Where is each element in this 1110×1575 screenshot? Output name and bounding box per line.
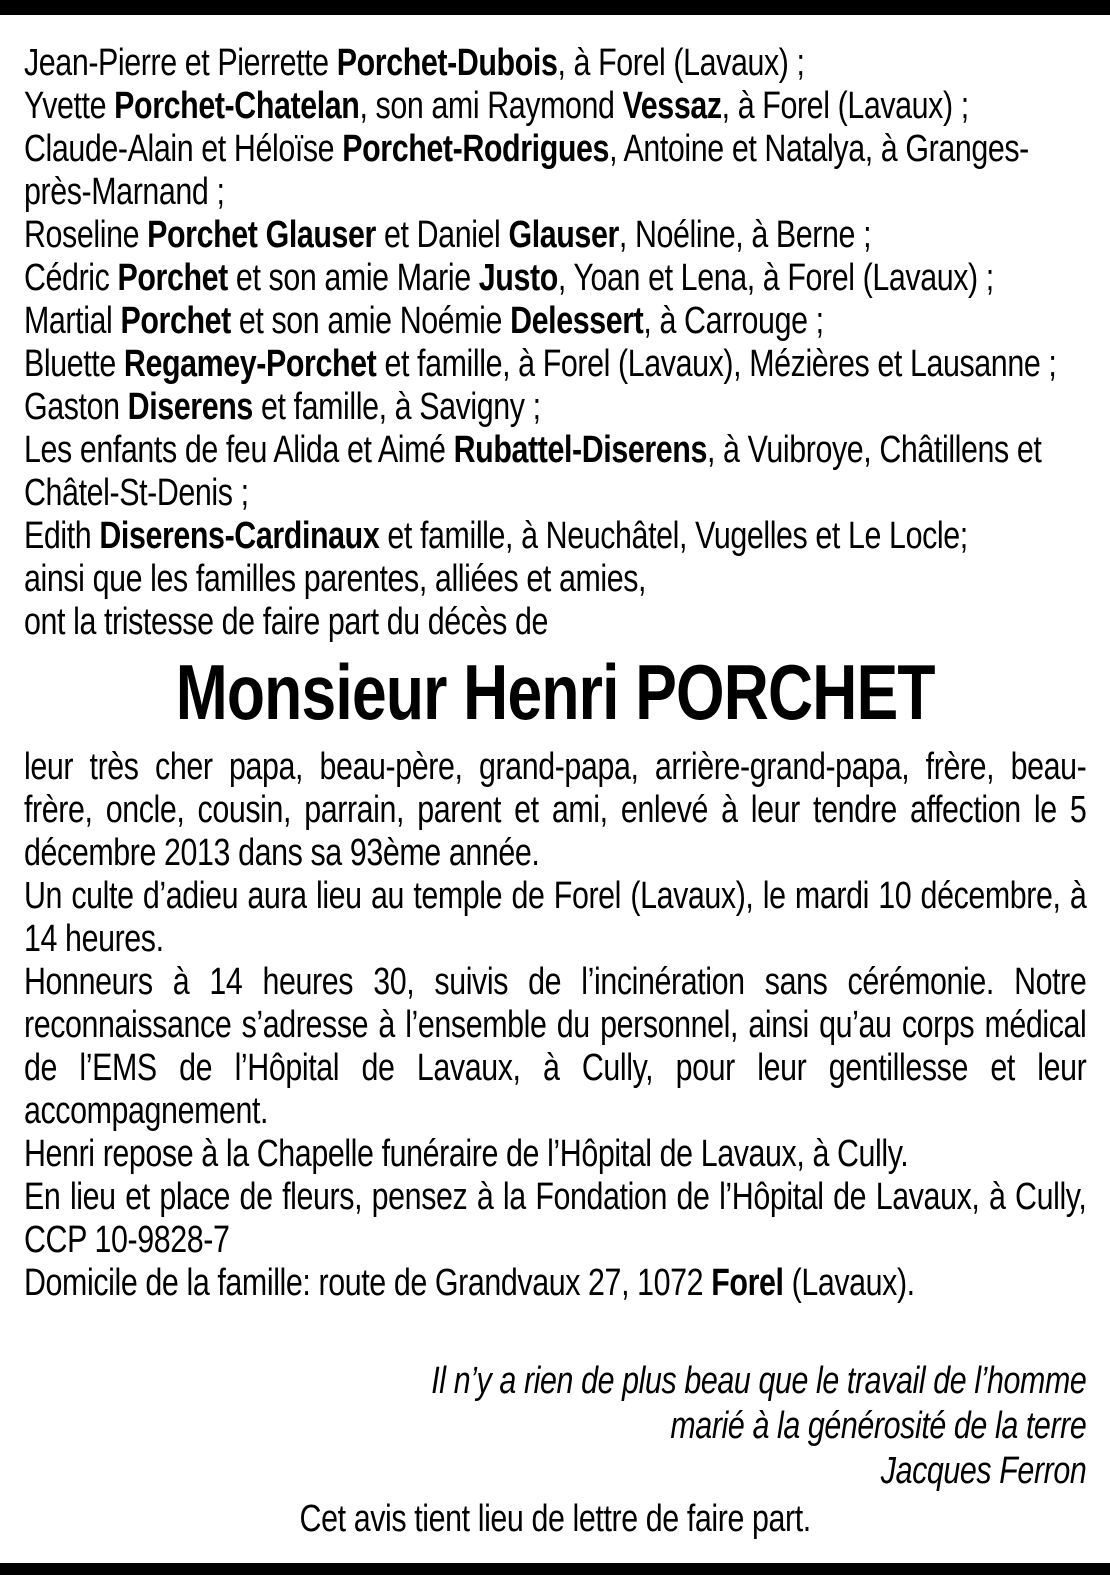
text-segment: , à Carrouge ; bbox=[643, 300, 824, 342]
text-segment: Jean-Pierre et Pierrette bbox=[24, 42, 337, 84]
text-segment: et famille, à Savigny ; bbox=[252, 386, 541, 428]
text-segment: Un culte d’adieu aura lieu au temple de Forel (Lavaux), le mardi 10 décembre, à 14 heures. bbox=[24, 875, 1087, 960]
family-line bbox=[24, 214, 1086, 257]
text-segment: , Yoan et Lena, à Forel (Lavaux) ; bbox=[557, 257, 994, 299]
text-segment: Les enfants de feu Alida et Aimé bbox=[24, 429, 454, 471]
family-list bbox=[24, 42, 1086, 644]
bold-name: Justo bbox=[478, 257, 558, 299]
text-segment: , Antoine et Natalya, à Granges-près-Marnand ; bbox=[24, 128, 1029, 213]
family-line bbox=[24, 558, 1086, 601]
bold-name: Porchet bbox=[120, 300, 231, 342]
family-line bbox=[24, 429, 1086, 515]
family-line bbox=[24, 42, 1086, 85]
announcement-paragraphs bbox=[24, 746, 1086, 1305]
text-segment: Henri repose à la Chapelle funéraire de l’Hôpital de Lavaux, à Cully. bbox=[24, 1133, 909, 1175]
text-segment: Honneurs à 14 heures 30, suivis de l’incinération sans cérémonie. Notre reconnaissance s’adresse à l’ensemble du personnel, ainsi qu’au corps médical de l’EMS de l’Hôpital de Lavaux, à Cully, pour leur gentillesse et leur accompagnement. bbox=[24, 961, 1087, 1132]
family-line bbox=[24, 343, 1086, 386]
family-line bbox=[24, 300, 1086, 343]
text-segment: , à Forel (Lavaux) ; bbox=[557, 42, 805, 84]
quote-block bbox=[24, 1359, 1086, 1494]
notice-paragraph bbox=[24, 746, 1086, 875]
bold-name: Rubattel-Diserens bbox=[453, 429, 707, 471]
family-line bbox=[24, 257, 1086, 300]
bold-name: Delessert bbox=[510, 300, 644, 342]
family-line bbox=[24, 515, 1086, 558]
text-segment: Edith bbox=[24, 515, 100, 557]
bold-name: Glauser bbox=[508, 214, 619, 256]
text-segment: et son amie Marie bbox=[227, 257, 479, 299]
text-segment: Martial bbox=[24, 300, 121, 342]
bold-name: Porchet Glauser bbox=[147, 214, 376, 256]
text-segment: ainsi que les familles parentes, alliées et amies, bbox=[24, 558, 647, 600]
text-segment: , Noéline, à Berne ; bbox=[618, 214, 872, 256]
bold-name: Regamey-Porchet bbox=[123, 343, 377, 385]
notice-paragraph bbox=[24, 1133, 1086, 1176]
text-segment: , à Forel (Lavaux) ; bbox=[721, 85, 969, 127]
bottom-border-bar bbox=[0, 1563, 1110, 1575]
bold-name: Porchet-Dubois bbox=[336, 42, 558, 84]
text-segment: Roseline bbox=[24, 214, 148, 256]
text-segment: Cédric bbox=[24, 257, 118, 299]
text-segment: et famille, à Forel (Lavaux), Mézières et Lausanne ; bbox=[376, 343, 1057, 385]
bold-name: Diserens bbox=[127, 386, 253, 428]
text-segment: Yvette bbox=[24, 85, 115, 127]
text-segment: Bluette bbox=[24, 343, 124, 385]
text-segment: et Daniel bbox=[375, 214, 509, 256]
notice-content bbox=[0, 30, 1110, 1541]
family-line bbox=[24, 601, 1086, 644]
text-segment: et famille, à Neuchâtel, Vugelles et Le Locle; bbox=[379, 515, 968, 557]
family-line bbox=[24, 128, 1086, 214]
quote-attribution: Jacques Ferron bbox=[880, 1450, 1087, 1492]
text-segment: , son ami Raymond bbox=[359, 85, 623, 127]
text-segment: leur très cher papa, beau-père, grand-papa, arrière-grand-papa, frère, beau-frère, oncle, cousin, parrain, parent et ami, enlevé à leur tendre affection le 5 décembre 2013 dans sa 93ème année. bbox=[24, 746, 1087, 874]
text-segment: Claude-Alain et Héloïse bbox=[24, 128, 343, 170]
text-segment: , à Vuibroye, Châtillens et Châtel-St-Denis ; bbox=[24, 429, 1042, 514]
notice-paragraph bbox=[24, 961, 1086, 1133]
bold-name: Forel bbox=[711, 1262, 784, 1304]
notice-paragraph bbox=[24, 1176, 1086, 1262]
bold-name: Porchet bbox=[117, 257, 228, 299]
notice-paragraph bbox=[24, 1262, 1086, 1305]
bold-name: Vessaz bbox=[622, 85, 722, 127]
text-segment: et son amie Noémie bbox=[230, 300, 511, 342]
family-line bbox=[24, 85, 1086, 128]
top-border-bar bbox=[0, 0, 1110, 15]
text-segment: Domicile de la famille: route de Grandvaux 27, 1072 bbox=[24, 1262, 712, 1304]
family-line bbox=[24, 386, 1086, 429]
text-segment: ont la tristesse de faire part du décès de bbox=[24, 601, 548, 643]
bold-name: Porchet-Rodrigues bbox=[342, 128, 610, 170]
text-segment: (Lavaux). bbox=[783, 1262, 915, 1304]
bold-name: Porchet-Chatelan bbox=[114, 85, 360, 127]
text-segment: En lieu et place de fleurs, pensez à la Fondation de l’Hôpital de Lavaux, à Cully, CCP 10-9828-7 bbox=[24, 1176, 1087, 1261]
quote-line-2: marié à la générosité de la terre bbox=[670, 1405, 1087, 1447]
deceased-name-title: Monsieur Henri PORCHET bbox=[175, 648, 935, 736]
closing-line: Cet avis tient lieu de lettre de faire part. bbox=[299, 1498, 811, 1540]
quote-line-1: Il n’y a rien de plus beau que le travail de l’homme bbox=[431, 1360, 1087, 1402]
notice-paragraph bbox=[24, 875, 1086, 961]
bold-name: Diserens-Cardinaux bbox=[99, 515, 380, 557]
text-segment: Gaston bbox=[24, 386, 128, 428]
